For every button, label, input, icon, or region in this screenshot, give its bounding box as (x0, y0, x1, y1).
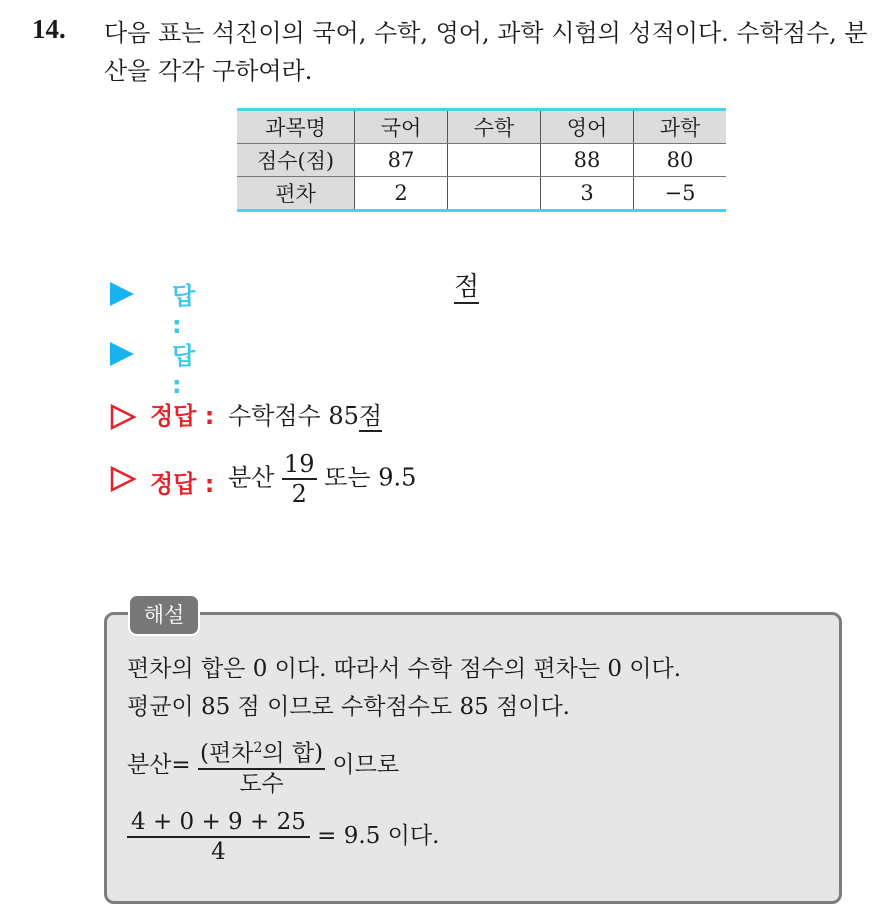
explanation-line-4 (127, 808, 439, 866)
table-row (237, 110, 726, 144)
solution-suffix: 또는 9.5 (324, 463, 417, 492)
solution-text (228, 396, 382, 431)
solution-label: 정답 : (150, 402, 215, 430)
table-row (237, 177, 726, 211)
table-cell: 3 (541, 177, 634, 211)
solution-row-2 (110, 450, 510, 510)
solution-label: 정답 : (150, 470, 215, 498)
question-text: 다음 표는 석진이의 국어, 수학, 영어, 과학 시험의 성적이다. 수학점수, 분산을 각각 구하여라. (104, 19, 868, 85)
explanation-line-1: 편차의 합은 0 이다. 따라서 수학 점수의 편차는 0 이다. (127, 656, 682, 682)
outline-triangle-icon (110, 404, 136, 430)
solution-row-1 (110, 396, 510, 436)
explanation-line-3 (127, 734, 399, 798)
fraction (198, 734, 325, 798)
fraction-denominator: 도수 (239, 770, 284, 797)
table-cell: 국어 (355, 110, 448, 144)
play-triangle-icon (110, 342, 134, 366)
explanation-line-2: 평균이 85 점 이므로 수학점수도 85 점이다. (127, 694, 570, 720)
question-number: 14. (32, 14, 66, 44)
table-cell: 과목명 (237, 110, 355, 144)
table-cell (448, 177, 541, 211)
answer-label: 답 : (172, 282, 196, 339)
fraction (127, 808, 310, 866)
table-cell: 87 (355, 144, 448, 177)
play-triangle-icon (110, 282, 134, 306)
table-cell: 편차 (237, 177, 355, 211)
fraction-denominator: 4 (211, 839, 226, 865)
table-cell: −5 (664, 181, 696, 205)
table-cell (448, 144, 541, 177)
fraction-numerator: 19 (284, 450, 315, 478)
table-cell: 과학 (634, 110, 727, 144)
table-cell: 점수(점) (237, 144, 355, 177)
fraction-denominator: 2 (291, 480, 307, 508)
solution-unit: 점 (358, 402, 383, 430)
numerator-part: (편차 (200, 740, 254, 767)
solution-value: 수학점수 85 (228, 402, 359, 430)
table-cell: 80 (634, 144, 727, 177)
variance-prefix: 분산= (127, 751, 191, 778)
table-row (237, 144, 726, 177)
result-text: = 9.5 이다. (317, 823, 440, 849)
table-cell: 2 (355, 177, 448, 211)
outline-triangle-icon (110, 466, 136, 492)
explanation-tag: 해설 (128, 594, 200, 636)
answer-unit: 점 (454, 272, 480, 302)
fraction-numerator: 4 + 0 + 9 + 25 (127, 808, 310, 838)
numerator-part: 의 합) (262, 740, 324, 767)
table-cell: 수학 (448, 110, 541, 144)
fraction (282, 450, 317, 508)
superscript: 2 (253, 740, 263, 756)
variance-suffix: 이므로 (332, 751, 400, 778)
solution-text (228, 450, 416, 508)
score-table (237, 108, 726, 212)
solution-prefix: 분산 (228, 463, 275, 492)
answer-label: 답 : (172, 342, 196, 399)
fraction-numerator (198, 734, 325, 770)
table-cell: 영어 (541, 110, 634, 144)
table-cell: 88 (541, 144, 634, 177)
